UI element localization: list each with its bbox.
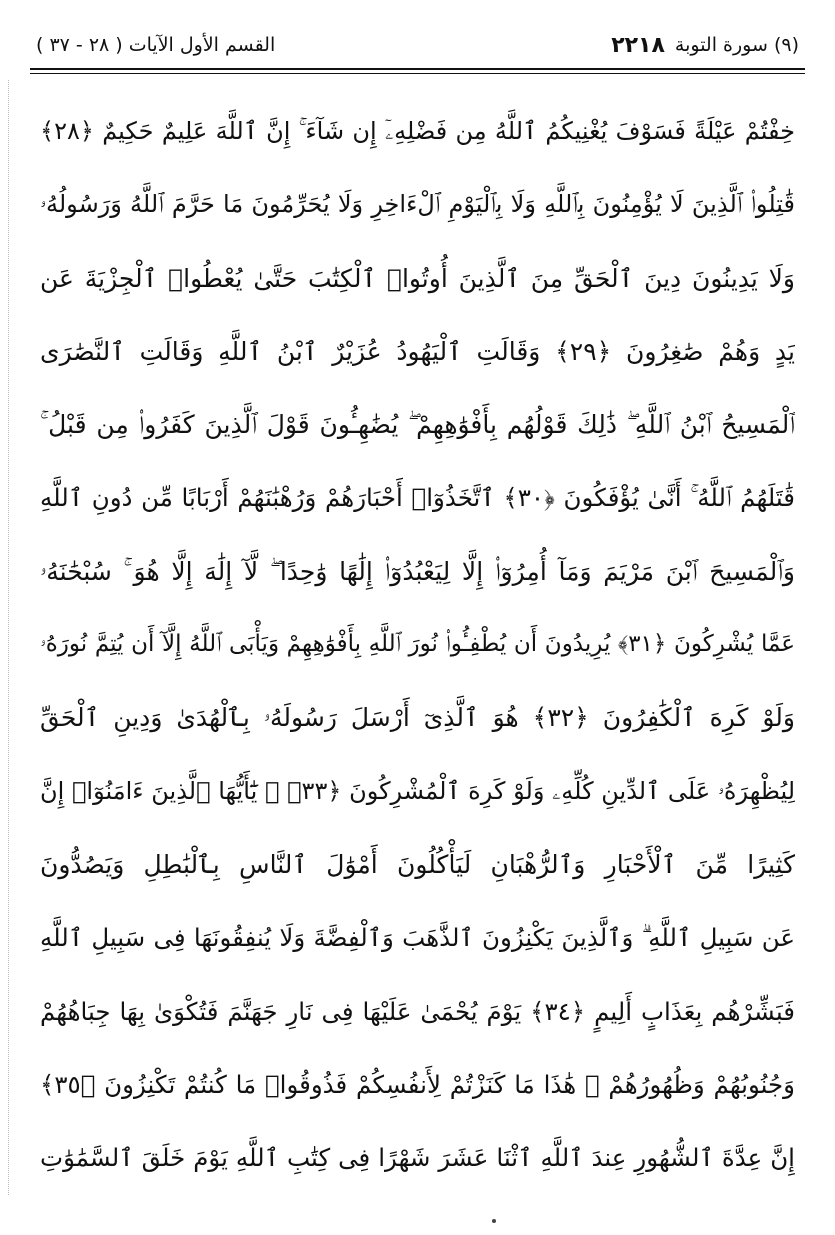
text-line-10 <box>40 755 795 828</box>
line-text: خِفْتُمْ عَيْلَةً فَسَوْفَ يُغْنِيكُمُ ٱللَّهُ مِن فَضْلِهِۦٓ إِن شَآءَ ۚ إِنَّ ٱللَّهَ عَلِيمٌ حَكِيمٌ ﴿٢٨﴾ <box>40 117 795 145</box>
page-header <box>36 22 799 68</box>
header-divider <box>30 68 805 74</box>
text-line-6 <box>40 461 795 534</box>
text-line-3 <box>40 242 795 315</box>
line-text: فَبَشِّرْهُم بِعَذَابٍ أَلِيمٍ ﴿٣٤﴾ يَوْمَ يُحْمَىٰ عَلَيْهَا فِى نَارِ جَهَنَّمَ فَتُكْوَىٰ بِهَا جِبَاهُهُمْ <box>40 996 795 1026</box>
line-text: إِنَّ عِدَّةَ ٱلشُّهُورِ عِندَ ٱللَّهِ ٱثْنَا عَشَرَ شَهْرًا فِى كِتَٰبِ ٱللَّهِ يَوْمَ خَلَقَ ٱلسَّمَٰوَٰتِ <box>40 1143 795 1173</box>
text-line-2 <box>40 168 795 241</box>
text-line-5 <box>40 388 795 461</box>
page-number: ٢٢١٨ <box>611 32 665 58</box>
line-text: وَلَوْ كَرِهَ ٱلْكَٰفِرُونَ ﴿٣٢﴾ هُوَ ٱلَّذِىٓ أَرْسَلَ رَسُولَهُۥ بِٱلْهُدَىٰ وَدِينِ ٱلْحَقِّ <box>40 703 795 733</box>
line-text: لِيُظْهِرَهُۥ عَلَى ٱلدِّينِ كُلِّهِۦ وَلَوْ كَرِهَ ٱلْمُشْرِكُونَ ﴿٣٣﴾ ۞ يَٰٓأَيُّهَا ٱلَّذِينَ ءَامَنُوٓا۟ إِنَّ <box>40 776 795 805</box>
text-line-9 <box>40 681 795 754</box>
line-text: عَمَّا يُشْرِكُونَ ﴿٣١﴾ يُرِيدُونَ أَن يُطْفِـُٔوا۟ نُورَ ٱللَّهِ بِأَفْوَٰهِهِمْ وَيَأْبَى ٱللَّهُ إِلَّآ أَن يُتِمَّ نُورَهُۥ <box>40 631 795 658</box>
text-line-15 <box>40 1121 795 1194</box>
text-line-4 <box>40 315 795 388</box>
section-label: القسم الأول الآيات ( ٢٨ - ٣٧ ) <box>36 34 276 56</box>
page-edge <box>8 80 9 1195</box>
line-text: يَدٍ وَهُمْ صَٰغِرُونَ ﴿٢٩﴾ وَقَالَتِ ٱلْيَهُودُ عُزَيْرٌ ٱبْنُ ٱللَّهِ وَقَالَتِ ٱلنَّصَٰرَى <box>40 336 795 366</box>
verse-text-block <box>40 95 795 1205</box>
page-mark <box>492 1219 496 1223</box>
text-line-12 <box>40 901 795 974</box>
line-text: قَٰتِلُوا۟ ٱلَّذِينَ لَا يُؤْمِنُونَ بِٱللَّهِ وَلَا بِٱلْيَوْمِ ٱلْءَاخِرِ وَلَا يُحَرِّمُونَ مَا حَرَّمَ ٱللَّهُ وَرَسُولُهُۥ <box>40 190 795 219</box>
line-text: وَٱلْمَسِيحَ ٱبْنَ مَرْيَمَ وَمَآ أُمِرُوٓا۟ إِلَّا لِيَعْبُدُوٓا۟ إِلَٰهًا وَٰحِدًا ۖ لَّآ إِلَٰهَ إِلَّا هُوَ ۚ سُبْحَٰنَهُۥ <box>40 556 795 586</box>
text-line-8 <box>40 608 795 681</box>
header-right <box>611 33 799 58</box>
text-line-11 <box>40 828 795 901</box>
line-text: كَثِيرًا مِّنَ ٱلْأَحْبَارِ وَٱلرُّهْبَانِ لَيَأْكُلُونَ أَمْوَٰلَ ٱلنَّاسِ بِٱلْبَٰطِلِ وَيَصُدُّونَ <box>40 849 795 879</box>
text-line-13 <box>40 975 795 1048</box>
line-text: وَجُنُوبُهُمْ وَظُهُورُهُمْ ۖ هَٰذَا مَا كَنَزْتُمْ لِأَنفُسِكُمْ فَذُوقُوا۟ مَا كُنتُمْ تَكْنِزُونَ ﴿٣٥﴾ <box>40 1069 795 1099</box>
text-line-14 <box>40 1048 795 1121</box>
surah-label: (٩) سورة التوبة <box>674 34 799 56</box>
line-text: قَٰتَلَهُمُ ٱللَّهُ ۚ أَنَّىٰ يُؤْفَكُونَ ﴿٣٠﴾ ٱتَّخَذُوٓا۟ أَحْبَارَهُمْ وَرُهْبَٰنَهُمْ أَرْبَابًا مِّن دُونِ ٱللَّهِ <box>40 483 795 513</box>
line-text: عَن سَبِيلِ ٱللَّهِ ۗ وَٱلَّذِينَ يَكْنِزُونَ ٱلذَّهَبَ وَٱلْفِضَّةَ وَلَا يُنفِقُونَهَا فِى سَبِيلِ ٱللَّهِ <box>40 923 795 953</box>
line-text: ٱلْمَسِيحُ ٱبْنُ ٱللَّهِ ۖ ذَٰلِكَ قَوْلُهُم بِأَفْوَٰهِهِمْ ۖ يُضَٰهِـُٔونَ قَوْلَ ٱلَّذِينَ كَفَرُوا۟ مِن قَبْلُ ۚ <box>40 410 795 440</box>
line-text: وَلَا يَدِينُونَ دِينَ ٱلْحَقِّ مِنَ ٱلَّذِينَ أُوتُوا۟ ٱلْكِتَٰبَ حَتَّىٰ يُعْطُوا۟ ٱلْجِزْيَةَ عَن <box>40 263 795 293</box>
text-line-7 <box>40 535 795 608</box>
text-line-1 <box>40 95 795 168</box>
